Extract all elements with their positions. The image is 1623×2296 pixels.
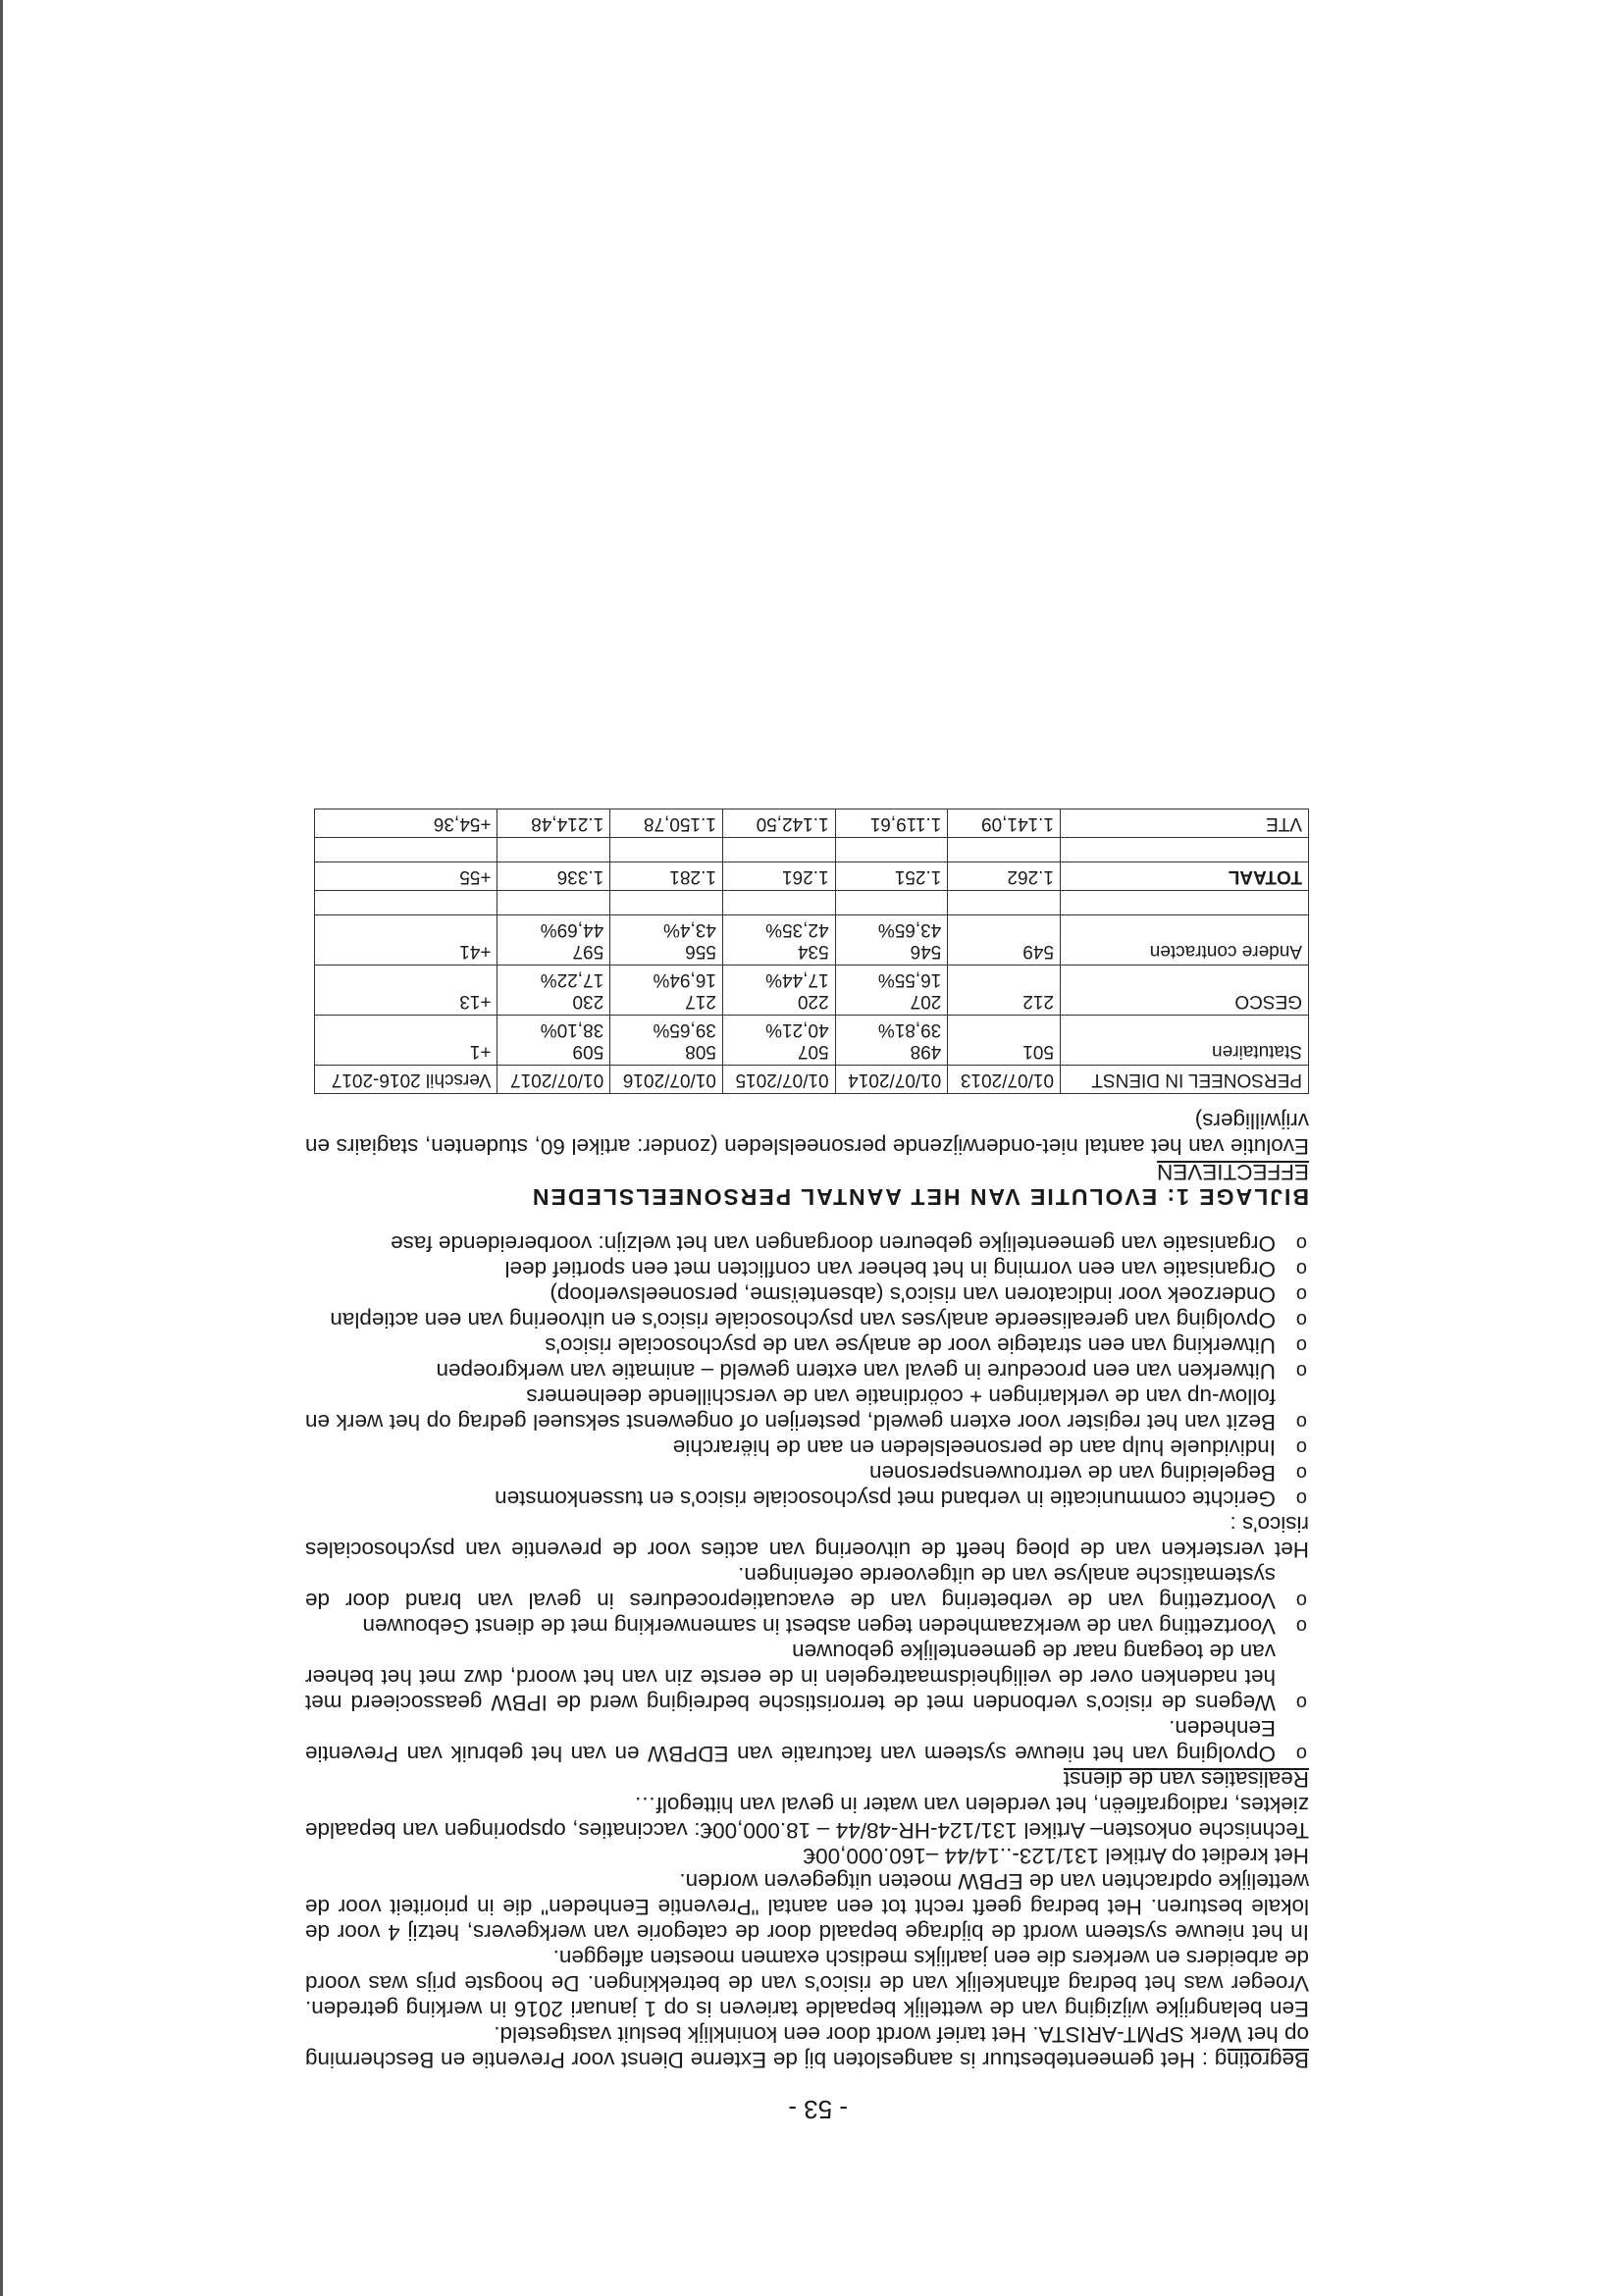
spacer-cell: [1061, 891, 1309, 915]
table-cell: [835, 915, 948, 965]
cell-value: +1: [469, 1041, 492, 1062]
table-cell: [497, 1016, 610, 1066]
spacer-cell: [610, 838, 723, 862]
row-label: VTE: [1061, 809, 1309, 838]
spacer-cell: [722, 891, 835, 915]
effectieven-heading: EFFECTIEVEN: [1156, 1160, 1309, 1184]
cell-percent: 42,35%: [765, 919, 829, 940]
table-cell: [315, 965, 497, 1016]
table-cell: [835, 1016, 948, 1066]
table-cell: +55: [315, 862, 497, 891]
realisaties-heading: Realisaties van de dienst: [1063, 1767, 1309, 1792]
spacer-cell: [948, 891, 1061, 915]
cell-value: 556: [685, 941, 716, 962]
list-item: o Voortzetting van de werkzaamheden tegen asbest in samenwerking met de dienst Gebouwen: [305, 1613, 1309, 1639]
cell-value: 507: [797, 1041, 829, 1062]
spacer-cell: [315, 838, 497, 862]
spacer-cell: [1061, 838, 1309, 862]
cell-value: 508: [685, 1041, 716, 1062]
cell-value: 597: [572, 941, 604, 962]
spacer-cell: [497, 891, 610, 915]
cell-value: 220: [797, 991, 829, 1012]
totaal-row: [315, 862, 1309, 891]
list-item: o Onderzoek voor indicatoren van risico's (absenteïsme, personeelsverloop): [305, 1281, 1309, 1307]
personnel-table: [314, 809, 1309, 1094]
spacer-row: [315, 838, 1309, 862]
table-cell: [722, 965, 835, 1016]
list-item: o Uitwerking van een strategie voor de analyse van de psychosociale risico's: [305, 1332, 1309, 1358]
table-header-row: [315, 1066, 1309, 1094]
cell-value: 534: [797, 941, 829, 962]
table-cell: [497, 915, 610, 965]
row-label: GESCO: [1061, 965, 1309, 1016]
table-cell: +54,36: [315, 809, 497, 838]
list-item: o Opvolging van gerealiseerde analyses van psychosociale risico's en uitvoering van een actieplan: [305, 1307, 1309, 1332]
list-item: o Organisatie van een vorming in het beheer van conflicten met een sportief deel: [305, 1256, 1309, 1281]
spacer-cell: [315, 891, 497, 915]
table-cell: [497, 965, 610, 1016]
list-item: o Bezit van het register voor extern geweld, pesterijen of ongewenst seksueel gedrag op het werk en follow-up van de verklaringen + coördinatie van de verschillende deelnemers: [305, 1383, 1309, 1435]
list-item: o Organisatie van gemeentelijke gebeuren doorgangen van het welzijn: voorbereidende fase: [305, 1230, 1309, 1256]
list-item: o Uitwerken van een procedure in geval van extern geweld – animatie van werkgroepen: [305, 1358, 1309, 1383]
vte-row: [315, 809, 1309, 838]
table-cell: [948, 1016, 1061, 1066]
begroting-label: Begroting: [1214, 2048, 1309, 2072]
cell-percent: 43,4%: [663, 919, 716, 940]
effectieven-intro: Evolutie van het aantal niet-onderwijzende personeelsleden (zonder: artikel 60, studenten, stagiairs en vrijwilligers): [305, 1109, 1309, 1159]
table-row: [315, 915, 1309, 965]
table-cell: [722, 915, 835, 965]
cell-percent: 17,22%: [540, 969, 604, 990]
cell-percent: 17,44%: [765, 969, 829, 990]
spacer-row: [315, 891, 1309, 915]
cell-percent: 38,10%: [540, 1019, 604, 1040]
cell-percent: 16,55%: [877, 969, 942, 990]
cell-value: 230: [572, 991, 604, 1012]
table-header-cell: 01/07/2014: [835, 1066, 948, 1094]
list-item: o Individuele hulp aan de personeelsleden en aan de hiërarchie: [305, 1435, 1309, 1460]
cell-value: 212: [1022, 991, 1054, 1012]
cell-value: 549: [1022, 941, 1054, 962]
cell-value: 207: [910, 991, 942, 1012]
table-cell: 1.261: [722, 862, 835, 891]
krediet-text: Het krediet op Artikel 131/123-..14/44 –160.000,00€: [803, 1844, 1309, 1868]
table-cell: 1.262: [948, 862, 1061, 891]
begroting-paragraph: [305, 2021, 1309, 2072]
table-cell: [610, 915, 723, 965]
row-label: TOTAAL: [1061, 862, 1309, 891]
list-item: o Opvolging van het nieuwe systeem van facturatie van EDPBW en van het gebruik van Preventie Eenheden.: [305, 1715, 1309, 1766]
psychosociale-list: [305, 1230, 1309, 1511]
krediet-line: [305, 1843, 1309, 1868]
cell-value: +13: [459, 991, 492, 1012]
technische-onkosten: Technische onkosten– Artikel 131/124-HR-48/44 – 18.000,00€: vaccinaties, opsporingen van bepaalde ziektes, radiografieën, het verdelen van water in geval van hittegolf…: [305, 1793, 1309, 1843]
table-cell: [948, 965, 1061, 1016]
row-label: Statutairen: [1061, 1016, 1309, 1066]
spacer-cell: [835, 891, 948, 915]
spacer-cell: [835, 838, 948, 862]
table-cell: 1.142,50: [722, 809, 835, 838]
table-cell: 1.119,61: [835, 809, 948, 838]
bijlage-title: BIJLAGE 1: EVOLUTIE VAN HET AANTAL PERSONEELSLEDEN: [530, 1184, 1309, 1210]
row-label: Andere contracten: [1061, 915, 1309, 965]
table-row: [315, 965, 1309, 1016]
cell-value: +41: [459, 941, 492, 962]
cell-value: 509: [572, 1041, 604, 1062]
table-header-cell: 01/07/2017: [497, 1066, 610, 1094]
table-cell: 1.150,78: [610, 809, 723, 838]
document-body: [305, 809, 1309, 2072]
table-header-cell: PERSONEEL IN DIENST: [1061, 1066, 1309, 1094]
cell-value: 498: [910, 1041, 942, 1062]
cell-value: 546: [910, 941, 942, 962]
table-header-cell: 01/07/2016: [610, 1066, 723, 1094]
list-item: o Voortzetting van de verbetering van de evacuatieprocedures in geval van brand door de systematische analyse van de uitgevoerde oefeningen.: [305, 1562, 1309, 1613]
table-cell: 1.214,48: [497, 809, 610, 838]
table-header-cell: Verschil 2016-2017: [315, 1066, 497, 1094]
table-header-cell: 01/07/2015: [722, 1066, 835, 1094]
table-cell: [315, 1016, 497, 1066]
realisaties-list: [305, 1562, 1309, 1766]
table-row: [315, 1016, 1309, 1066]
tarieven-paragraph: Een belangrijke wijziging van de wettelijk bepaalde tarieven is op 1 januari 2016 in werking getreden. Vroeger was het bedrag afhankelijk van de risico's van de betrekkingen. De hoogste prijs was voord de arbeiders en werkers die een jaarlijks medisch examen moesten afleggen.: [305, 1946, 1309, 2021]
cell-percent: 16,94%: [653, 969, 716, 990]
page-number: - 53 -: [788, 2095, 848, 2124]
table-cell: [610, 1016, 723, 1066]
table-cell: [722, 1016, 835, 1066]
table-cell: [948, 915, 1061, 965]
scan-edge: [0, 0, 3, 2296]
cell-percent: 43,65%: [877, 919, 942, 940]
spacer-cell: [722, 838, 835, 862]
table-header-cell: 01/07/2013: [948, 1066, 1061, 1094]
list-item: o Begeleiding van de vertrouwenspersonen: [305, 1460, 1309, 1486]
spacer-cell: [948, 838, 1061, 862]
cell-percent: 39,65%: [653, 1019, 716, 1040]
table-cell: 1.251: [835, 862, 948, 891]
spacer-cell: [497, 838, 610, 862]
begroting-text: : Het gemeentebestuur is aangesloten bij de Externe Dienst voor Preventie en Bescherming op het Werk SPMT-ARISTA. Het tarief wordt door een koninklijk besluit vastgesteld.: [305, 2022, 1309, 2072]
table-cell: 1.281: [610, 862, 723, 891]
cell-percent: 44,69%: [540, 919, 604, 940]
cell-value: 501: [1022, 1041, 1054, 1062]
table-cell: 1.141,09: [948, 809, 1061, 838]
table-cell: 1.336: [497, 862, 610, 891]
psychosociale-paragraph: Het versterken van de ploeg heeft de uitvoering van acties voor de preventie van psychosociales risico's :: [305, 1512, 1309, 1562]
list-item: o Gerichte communicatie in verband met psychosociale risico's en tussenkomsten: [305, 1486, 1309, 1511]
spacer-cell: [610, 891, 723, 915]
table-cell: [315, 915, 497, 965]
table-cell: [610, 965, 723, 1016]
cell-percent: 39,81%: [877, 1019, 942, 1040]
list-item: o Wegens de risico's verbonden met de terroristische bedreiging werd de IPBW geassocieerd met het nadenken over de veiligheidsmaatregelen in de eerste zin van het woord, dwz met het beheer van de toegang naar de gemeentelijke gebouwen: [305, 1639, 1309, 1715]
systeem-paragraph: In het nieuwe systeem wordt de bijdrage bepaald door de categorie van werkgevers, hetzij 4 voor de lokale besturen. Het bedrag geeft recht tot een aantal "Preventie Eenheden" die in prioriteit voor de wettelijke opdrachten van de EPBW moeten uitgegeven worden.: [305, 1869, 1309, 1945]
table-cell: [835, 965, 948, 1016]
cell-value: 217: [685, 991, 716, 1012]
cell-percent: 40,21%: [765, 1019, 829, 1040]
